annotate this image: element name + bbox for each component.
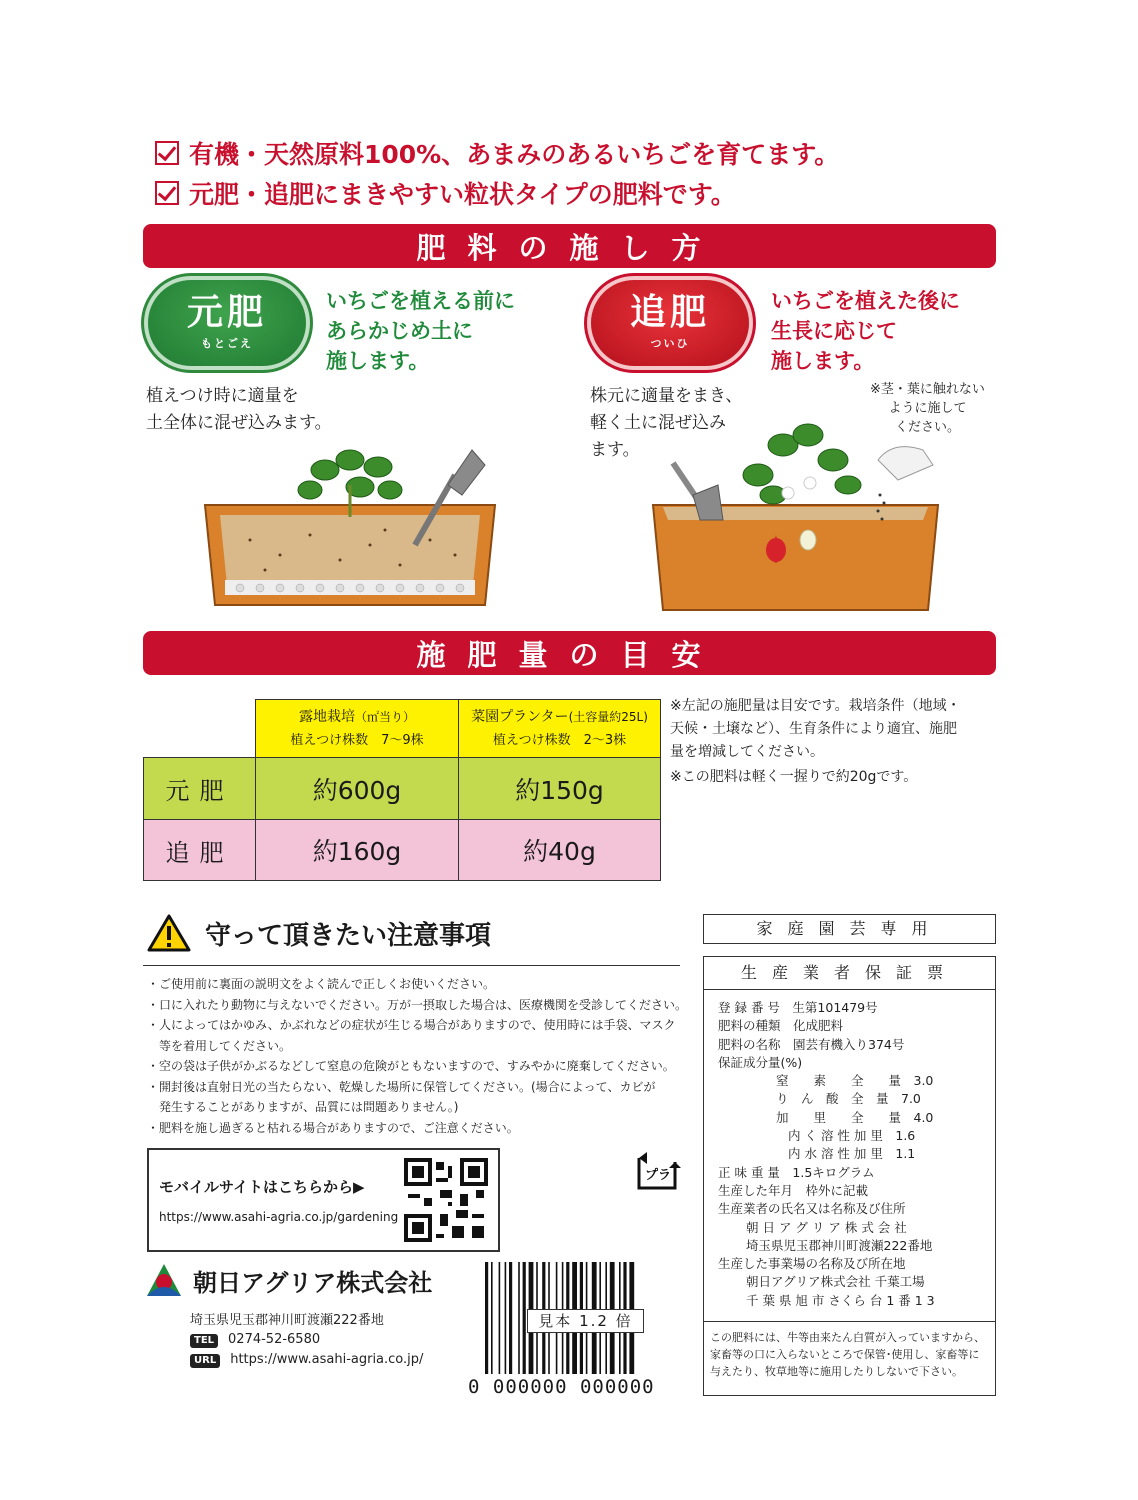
list-item: ・開封後は直射日光の当たらない、乾燥した場所に保管してください。(場合によって、カビが	[147, 1079, 656, 1094]
col-header-planter	[459, 700, 661, 758]
tsuihi-note-line: ように施して	[888, 401, 967, 416]
dosage-note-line: 天候・土壌など）、生育条件により適宜、施肥	[670, 721, 957, 737]
howto-title: 肥料の施し方	[143, 224, 996, 268]
guarantee-line: 千 葉 県 旭 市 さくら 台 1 番 1 3	[746, 1292, 935, 1308]
company-address: 埼玉県児玉郡神川町渡瀬222番地	[190, 1313, 384, 1328]
tel-tag: TEL	[190, 1334, 218, 1348]
guarantee-line: 保証成分量(%)	[718, 1054, 803, 1070]
company-url-row	[190, 1352, 423, 1368]
mobile-site-box[interactable]	[147, 1148, 500, 1252]
guarantee-title: 生産業者保証票	[704, 957, 995, 990]
cell-value: 約160g	[256, 820, 459, 881]
footnote-line: この肥料には、牛等由来たん白質が入っていますから、	[710, 1331, 985, 1344]
row-label: 追肥	[144, 820, 256, 881]
table-row	[144, 758, 661, 820]
barcode-number: 0 000000 000000	[468, 1376, 655, 1398]
list-item: 発生することがありますが、品質には問題ありません。)	[147, 1100, 459, 1114]
guarantee-line: 正 味 重 量 1.5キログラム	[718, 1164, 875, 1180]
tsuihi-badge	[591, 280, 749, 366]
genpi-ruby: もとごえ	[201, 337, 253, 350]
checkbox-icon	[155, 141, 179, 165]
guarantee-line: 生産した事業場の名称及び所在地	[718, 1256, 906, 1272]
guarantee-line: 加 里 全 量 4.0	[776, 1109, 934, 1125]
col1-sub: 植えつけ株数 7〜9株	[290, 732, 424, 748]
company-logo-icon	[145, 1262, 183, 1298]
list-item: ・人によってはかゆみ、かぶれなどの症状が生じる場合がありますので、使用時には手袋、マスク	[147, 1018, 676, 1032]
company-tel-row	[190, 1332, 320, 1348]
col1-unit: （㎡当り）	[354, 709, 415, 724]
guarantee-divider	[704, 1321, 995, 1322]
company-url[interactable]: https://www.asahi-agria.co.jp/	[230, 1352, 424, 1367]
dosage-note-2: ※この肥料は軽く一握りで約20gです。	[670, 769, 918, 785]
mobile-site-label: モバイルサイトはこちらから▶	[159, 1178, 365, 1196]
guarantee-line: 肥料の名称 園芸有機入り374号	[718, 1036, 905, 1052]
dosage-title: 施肥量の目安	[143, 631, 996, 675]
guarantee-lines	[718, 999, 935, 1310]
recycle-pla-icon	[633, 1148, 683, 1194]
feature-line-2	[155, 175, 736, 211]
col2-sub: 植えつけ株数 2〜3株	[492, 732, 627, 748]
guarantee-line: 内 く 溶 性 加 里 1.6	[788, 1128, 916, 1144]
tsuihi-ruby: ついひ	[650, 337, 690, 350]
tsuihi-desc-line: 株元に適量をまき、	[590, 386, 743, 406]
company-tel[interactable]: 0274-52-6580	[228, 1332, 321, 1347]
caution-title: 守って頂きたい注意事項	[205, 920, 492, 951]
col-header-field	[256, 700, 459, 758]
genpi-badge-text: 元肥	[186, 292, 267, 333]
table-corner	[144, 700, 256, 758]
list-item: ・口に入れたり動物に与えないでください。万が一摂取した場合は、医療機関を受診してください。	[147, 997, 688, 1012]
genpi-planter-illustration	[200, 445, 500, 615]
cell-value: 約40g	[459, 820, 661, 881]
guarantee-line: 登 録 番 号 生第101479号	[718, 1000, 878, 1015]
tsuihi-lead	[771, 286, 960, 376]
genpi-lead-line: 施します。	[326, 349, 430, 373]
dosage-table	[143, 699, 661, 881]
list-item: ・肥料を施し過ぎると枯れる場合がありますので、ご注意ください。	[147, 1120, 519, 1135]
caution-divider	[143, 965, 680, 966]
company-logo-row	[145, 1262, 432, 1298]
cell-value: 約600g	[256, 758, 459, 820]
company-name: 朝日アグリア株式会社	[193, 1268, 433, 1297]
barcode-sample-label: 見本 1.2 倍	[527, 1309, 644, 1333]
qr-code-icon[interactable]	[404, 1158, 488, 1242]
genpi-lead-line: あらかじめ土に	[326, 319, 473, 343]
row-label: 元肥	[144, 758, 256, 820]
warning-icon	[147, 914, 191, 952]
dosage-note-line: ※左記の施肥量は目安です。栽培条件（地域・	[670, 698, 961, 714]
feature-line-1	[155, 135, 839, 171]
list-item: ・ご使用前に裏面の説明文をよく読んで正しくお使いください。	[147, 977, 496, 991]
home-use-label: 家庭園芸専用	[703, 914, 996, 944]
footnote-line: 家畜等の口に入らないところで保管･使用し、家畜等に	[710, 1348, 980, 1361]
checkbox-icon	[155, 181, 179, 205]
guarantee-line: り ん 酸 全 量 7.0	[776, 1091, 921, 1107]
list-item: 等を着用してください。	[147, 1038, 292, 1053]
cell-value: 約150g	[459, 758, 661, 820]
tsuihi-lead-line: いちごを植えた後に	[771, 289, 960, 313]
caution-heading	[147, 914, 491, 952]
tsuihi-lead-line: 施します。	[771, 349, 875, 373]
guarantee-line: 内 水 溶 性 加 里 1.1	[788, 1146, 916, 1162]
tsuihi-lead-line: 生長に応じて	[771, 319, 897, 343]
guarantee-line: 生産した年月 枠外に記載	[718, 1182, 869, 1198]
col1-title: 露地栽培	[298, 708, 355, 725]
tsuihi-desc-line: 軽く土に混ぜ込み	[590, 413, 726, 433]
dosage-note-1	[670, 695, 961, 764]
list-item: ・空の袋は子供がかぶるなどして窒息の危険がともないますので、すみやかに廃棄してください。	[147, 1059, 675, 1073]
guarantee-line: 窒 素 全 量 3.0	[776, 1073, 934, 1089]
dosage-note-line: 量を増減してください。	[670, 744, 824, 760]
guarantee-footnote	[710, 1329, 985, 1380]
genpi-desc-line: 土全体に混ぜ込みます。	[146, 413, 332, 433]
url-tag: URL	[190, 1354, 220, 1368]
genpi-badge	[148, 280, 306, 366]
mobile-site-url[interactable]: https://www.asahi-agria.co.jp/gardening	[159, 1210, 399, 1224]
caution-list	[147, 974, 688, 1138]
tsuihi-note-line: ください。	[894, 420, 960, 435]
guarantee-box	[703, 956, 996, 1396]
guarantee-line: 朝 日 ア グ リ ア 株 式 会 社	[746, 1219, 907, 1235]
tsuihi-planter-illustration	[648, 415, 948, 615]
col2-title: 菜園プランター	[471, 708, 569, 725]
table-row	[144, 820, 661, 881]
tsuihi-desc-line: ます。	[590, 440, 640, 460]
genpi-lead-line: いちごを植える前に	[326, 289, 515, 313]
genpi-lead	[326, 286, 515, 376]
footnote-line: 与えたり、牧草地等に施用したりしないで下さい。	[710, 1365, 963, 1378]
guarantee-line: 埼玉県児玉郡神川町渡瀬222番地	[746, 1237, 933, 1253]
col2-unit: (土容量約25L)	[568, 709, 648, 724]
guarantee-line: 生産業者の氏名又は名称及び住所	[718, 1201, 906, 1217]
feature-text-2: 元肥・追肥にまきやすい粒状タイプの肥料です。	[189, 180, 736, 209]
genpi-desc	[146, 383, 332, 437]
tsuihi-note-line: ※茎・葉に触れない	[870, 382, 985, 397]
tsuihi-badge-text: 追肥	[629, 292, 710, 333]
recycle-label: プラ	[644, 1168, 672, 1183]
guarantee-line: 朝日アグリア株式会社 千葉工場	[746, 1274, 925, 1290]
genpi-desc-line: 植えつけ時に適量を	[146, 386, 299, 406]
feature-text-1: 有機・天然原料100%、あまみのあるいちごを育てます。	[189, 140, 840, 169]
guarantee-line: 肥料の種類 化成肥料	[718, 1018, 844, 1034]
